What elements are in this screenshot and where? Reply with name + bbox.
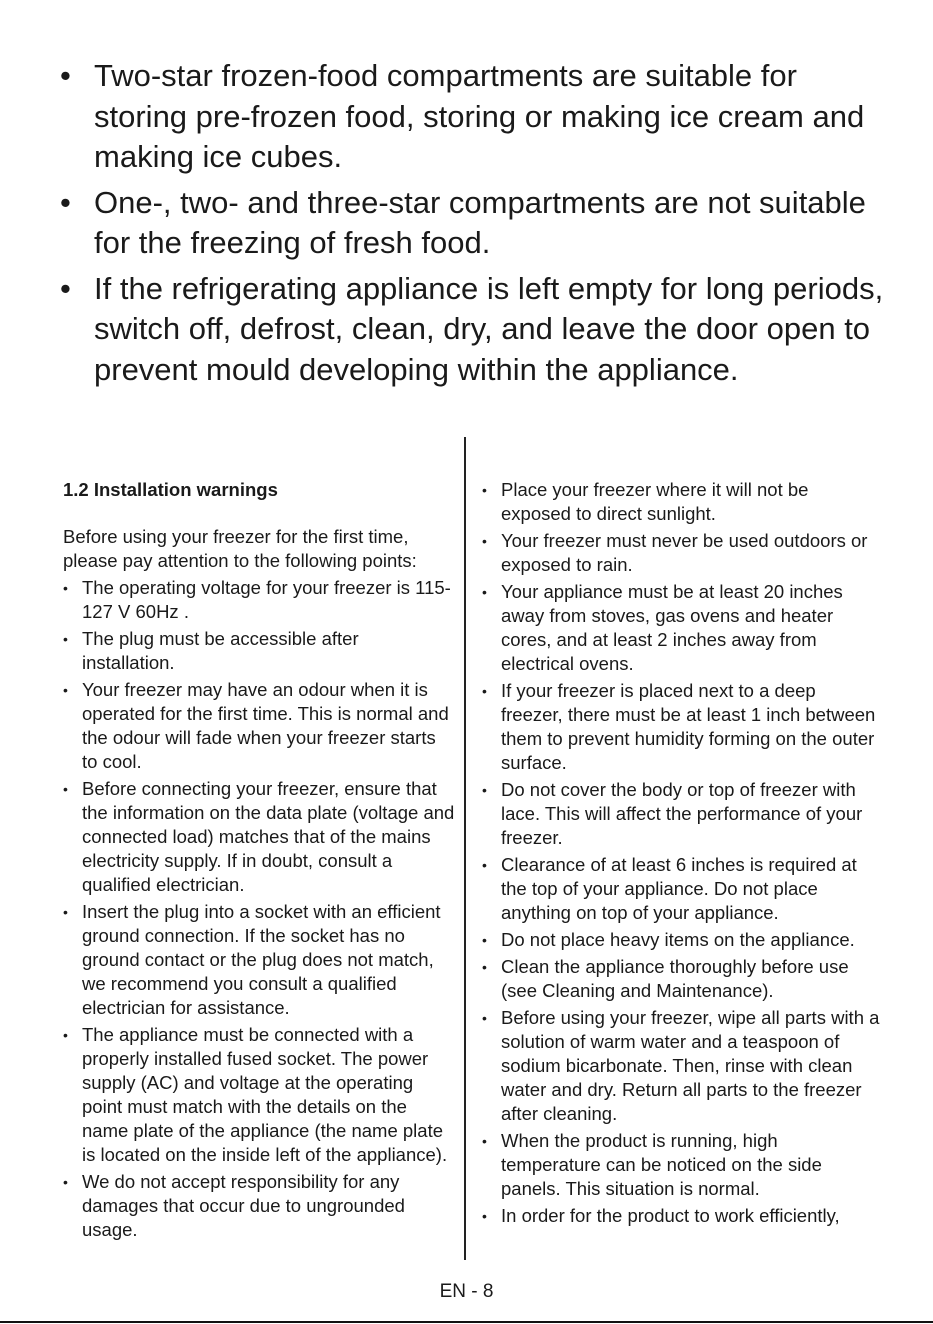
warning-item: • Clearance of at least 6 inches is required at the top of your appliance. Do not place anything on top of your appliance. (480, 853, 880, 925)
warning-item: • Your freezer must never be used outdoors or exposed to rain. (480, 529, 880, 577)
warning-item: • If your freezer is placed next to a deep freezer, there must be at least 1 inch between them to prevent humidity forming on the outer surface. (480, 679, 880, 775)
warning-item: • Do not cover the body or top of freezer with lace. This will affect the performance of your freezer. (480, 778, 880, 850)
warning-item: • When the product is running, high temperature can be noticed on the side panels. This situation is normal. (480, 1129, 880, 1201)
warning-item: • The operating voltage for your freezer is 115-127 V 60Hz . (63, 576, 455, 624)
column-divider (464, 437, 466, 1260)
top-bullet-item: • One-, two- and three-star compartments are not suitable for the freezing of fresh food. (58, 183, 888, 264)
page-number: EN - 8 (439, 1281, 494, 1302)
right-warning-list (480, 478, 880, 1228)
warning-item: • Insert the plug into a socket with an efficient ground connection. If the socket has no ground contact or the plug does not match, we recommend you consult a qualified electrician for assistance. (63, 900, 455, 1020)
top-bullet-item: • If the refrigerating appliance is left empty for long periods, switch off, defrost, clean, dry, and leave the door open to prevent mould developing within the appliance. (58, 269, 888, 391)
section-heading: 1.2 Installation warnings (63, 479, 278, 500)
section-intro: Before using your freezer for the first time, please pay attention to the following points: (63, 526, 417, 571)
right-column (480, 478, 880, 1231)
warning-item: • Your appliance must be at least 20 inches away from stoves, gas ovens and heater cores, and at least 2 inches away from electrical ovens. (480, 580, 880, 676)
warning-item: • We do not accept responsibility for any damages that occur due to ungrounded usage. (63, 1170, 455, 1242)
left-warning-list (63, 576, 455, 1242)
warning-item: • Before using your freezer, wipe all parts with a solution of warm water and a teaspoon of sodium bicarbonate. Then, rinse with clean water and dry. Return all parts to the freezer after cleaning. (480, 1006, 880, 1126)
warning-item: • Your freezer may have an odour when it is operated for the first time. This is normal and the odour will fade when your freezer starts to cool. (63, 678, 455, 774)
warning-item: • In order for the product to work efficiently, (480, 1204, 880, 1228)
warning-item: • Clean the appliance thoroughly before use (see Cleaning and Maintenance). (480, 955, 880, 1003)
top-bullet-item: • Two-star frozen-food compartments are suitable for storing pre-frozen food, storing or making ice cream and making ice cubes. (58, 56, 888, 178)
left-column (63, 478, 455, 1245)
warning-item: • Place your freezer where it will not be exposed to direct sunlight. (480, 478, 880, 526)
warning-item: • Before connecting your freezer, ensure that the information on the data plate (voltage and connected load) matches that of the mains electricity supply. If in doubt, consult a qualified electrician. (63, 777, 455, 897)
warning-item: • Do not place heavy items on the appliance. (480, 928, 880, 952)
warning-item: • The plug must be accessible after installation. (63, 627, 455, 675)
top-bullet-list (58, 56, 888, 395)
warning-item: • The appliance must be connected with a properly installed fused socket. The power supply (AC) and voltage at the operating point must match with the details on the name plate of the appliance (the name plate is located on the inside left of the appliance). (63, 1023, 455, 1167)
bottom-rule (0, 1321, 933, 1323)
